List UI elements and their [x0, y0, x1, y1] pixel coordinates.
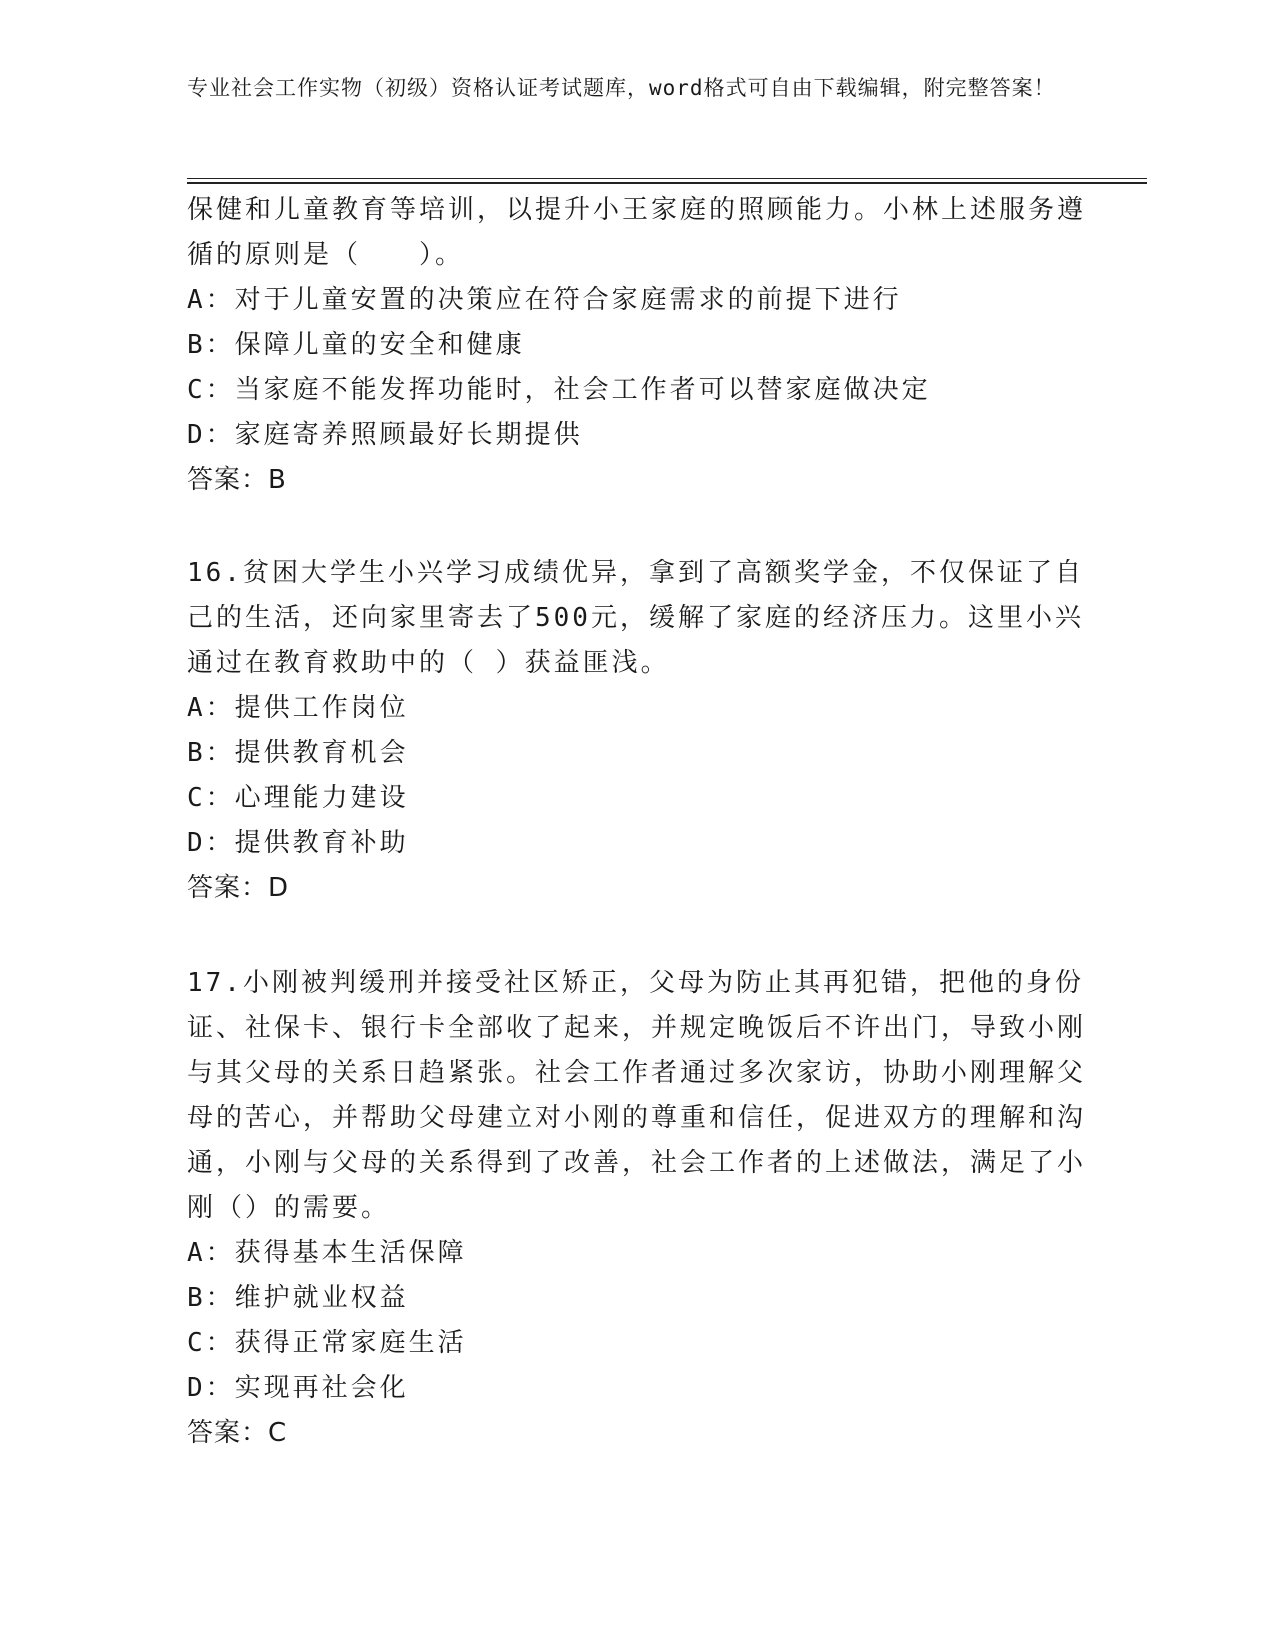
answer: 答案：C — [187, 1418, 288, 1448]
question-stem: 保健和儿童教育等培训，以提升小王家庭的照顾能力。小林上述服务遵循的原则是（ ）。 — [187, 195, 1087, 270]
option-d: D：提供教育补助 — [187, 828, 409, 858]
option-c: C：当家庭不能发挥功能时，社会工作者可以替家庭做决定 — [187, 375, 931, 405]
option-b: B：提供教育机会 — [187, 738, 409, 768]
option-a: A：提供工作岗位 — [187, 693, 409, 723]
option-d: D：家庭寄养照顾最好长期提供 — [187, 420, 583, 450]
question-16 — [187, 551, 1087, 911]
option-a: A：获得基本生活保障 — [187, 1238, 467, 1268]
answer: 答案：B — [187, 465, 287, 495]
option-b: B：保障儿童的安全和健康 — [187, 330, 525, 360]
option-a: A：对于儿童安置的决策应在符合家庭需求的前提下进行 — [187, 285, 902, 315]
document-header: 专业社会工作实物（初级）资格认证考试题库，word格式可自由下载编辑，附完整答案！ — [187, 76, 1056, 100]
question-17 — [187, 961, 1087, 1456]
header-rule-thin — [187, 178, 1147, 179]
option-d: D：实现再社会化 — [187, 1373, 409, 1403]
answer: 答案：D — [187, 873, 290, 903]
option-c: C：获得正常家庭生活 — [187, 1328, 467, 1358]
question-stem: 16.贫困大学生小兴学习成绩优异，拿到了高额奖学金，不仅保证了自己的生活，还向家里寄去了500元，缓解了家庭的经济压力。这里小兴通过在教育救助中的（ ）获益匪浅。 — [187, 558, 1084, 678]
question-15-continued — [187, 188, 1087, 503]
header-rule-thick — [187, 182, 1147, 184]
question-stem: 17.小刚被判缓刑并接受社区矫正，父母为防止其再犯错，把他的身份证、社保卡、银行卡全部收了起来，并规定晚饭后不许出门，导致小刚与其父母的关系日趋紧张。社会工作者通过多次家访，协助小刚理解父母的苦心，并帮助父母建立对小刚的尊重和信任，促进双方的理解和沟通，小刚与父母的关系得到了改善，社会工作者的上述做法，满足了小刚（）的需要。 — [187, 968, 1087, 1223]
option-b: B：维护就业权益 — [187, 1283, 409, 1313]
option-c: C：心理能力建设 — [187, 783, 409, 813]
